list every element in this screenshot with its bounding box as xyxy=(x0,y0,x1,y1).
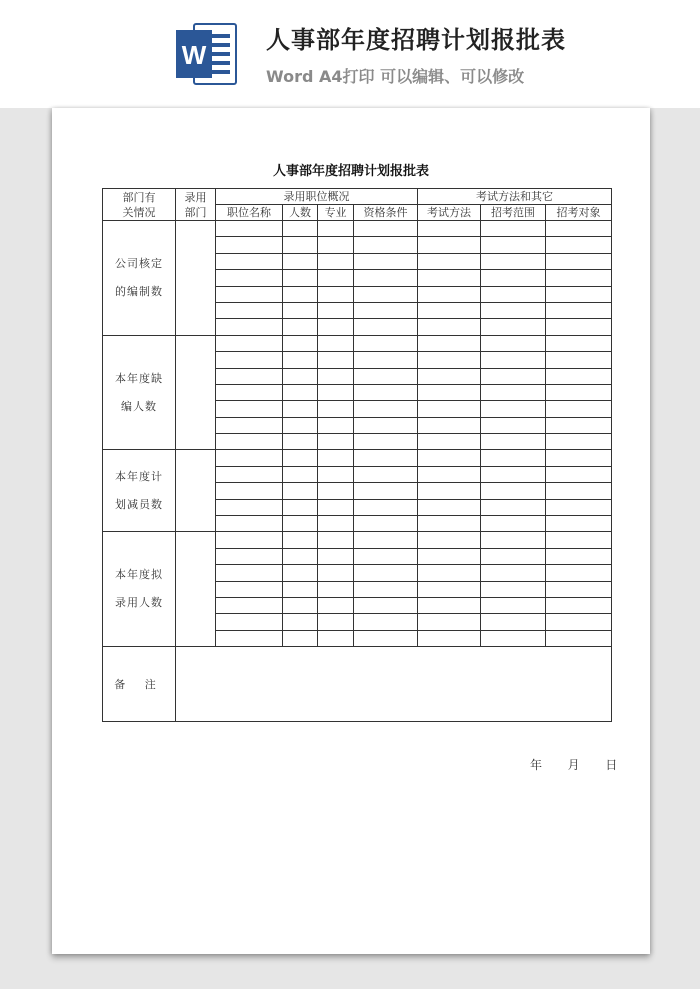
table-cell[interactable] xyxy=(418,630,481,646)
table-cell[interactable] xyxy=(354,384,418,400)
table-cell[interactable] xyxy=(481,417,546,433)
table-cell[interactable] xyxy=(546,221,612,237)
table-cell[interactable] xyxy=(318,581,354,597)
table-cell[interactable] xyxy=(481,614,546,630)
table-cell[interactable] xyxy=(418,483,481,499)
table-cell[interactable] xyxy=(318,597,354,613)
table-cell[interactable] xyxy=(418,417,481,433)
table-row xyxy=(103,221,612,237)
table-cell[interactable] xyxy=(216,466,283,482)
table-cell[interactable] xyxy=(318,253,354,269)
table-cell[interactable] xyxy=(318,368,354,384)
table-cell[interactable] xyxy=(546,548,612,564)
table-cell[interactable] xyxy=(481,368,546,384)
notes-row xyxy=(103,647,612,722)
table-cell[interactable] xyxy=(283,335,318,351)
table-cell[interactable] xyxy=(283,548,318,564)
table-cell[interactable] xyxy=(216,352,283,368)
table-cell[interactable] xyxy=(354,434,418,450)
table-cell[interactable] xyxy=(418,565,481,581)
hiring-dept-cell[interactable] xyxy=(176,335,216,450)
table-cell[interactable] xyxy=(216,368,283,384)
table-cell[interactable] xyxy=(354,302,418,318)
table-cell[interactable] xyxy=(354,221,418,237)
table-cell[interactable] xyxy=(318,434,354,450)
table-cell[interactable] xyxy=(481,450,546,466)
table-cell[interactable] xyxy=(481,352,546,368)
table-cell[interactable] xyxy=(546,565,612,581)
table-cell[interactable] xyxy=(481,532,546,548)
notes-content[interactable] xyxy=(176,647,612,722)
table-cell[interactable] xyxy=(283,450,318,466)
table-cell[interactable] xyxy=(354,597,418,613)
table-cell[interactable] xyxy=(418,532,481,548)
table-cell[interactable] xyxy=(418,319,481,335)
header-position-name: 职位名称 xyxy=(216,205,283,221)
table-cell[interactable] xyxy=(418,335,481,351)
header-exam-scope: 招考范围 xyxy=(481,205,546,221)
table-cell[interactable] xyxy=(418,253,481,269)
table-cell[interactable] xyxy=(481,384,546,400)
table-cell[interactable] xyxy=(283,286,318,302)
table-cell[interactable] xyxy=(216,597,283,613)
table-cell[interactable] xyxy=(418,270,481,286)
header-major: 专业 xyxy=(318,205,354,221)
table-cell[interactable] xyxy=(354,565,418,581)
table-cell[interactable] xyxy=(354,237,418,253)
table-cell[interactable] xyxy=(216,434,283,450)
table-cell[interactable] xyxy=(546,581,612,597)
table-cell[interactable] xyxy=(354,614,418,630)
table-cell[interactable] xyxy=(354,270,418,286)
table-cell[interactable] xyxy=(418,368,481,384)
table-cell[interactable] xyxy=(283,253,318,269)
table-cell[interactable] xyxy=(546,516,612,532)
recruitment-plan-table xyxy=(102,188,612,722)
header-exam-target: 招考对象 xyxy=(546,205,612,221)
table-cell[interactable] xyxy=(418,548,481,564)
table-cell[interactable] xyxy=(354,417,418,433)
table-cell[interactable] xyxy=(283,466,318,482)
table-cell[interactable] xyxy=(216,335,283,351)
table-cell[interactable] xyxy=(481,270,546,286)
notes-label: 备 注 xyxy=(103,647,176,722)
table-cell[interactable] xyxy=(546,335,612,351)
section-label: 本年度计 划减员数 xyxy=(103,450,176,532)
table-cell[interactable] xyxy=(418,237,481,253)
table-cell[interactable] xyxy=(546,237,612,253)
table-cell[interactable] xyxy=(354,401,418,417)
table-cell[interactable] xyxy=(481,401,546,417)
table-cell[interactable] xyxy=(216,483,283,499)
table-cell[interactable] xyxy=(546,532,612,548)
hiring-dept-cell[interactable] xyxy=(176,450,216,532)
table-cell[interactable] xyxy=(481,516,546,532)
word-logo-icon xyxy=(176,22,238,86)
table-cell[interactable] xyxy=(418,302,481,318)
table-cell[interactable] xyxy=(283,384,318,400)
table-cell[interactable] xyxy=(318,384,354,400)
table-cell[interactable] xyxy=(354,253,418,269)
header-position-overview: 录用职位概况 xyxy=(216,189,418,205)
table-cell[interactable] xyxy=(216,581,283,597)
table-cell[interactable] xyxy=(418,384,481,400)
table-cell[interactable] xyxy=(418,450,481,466)
table-cell[interactable] xyxy=(481,286,546,302)
table-cell[interactable] xyxy=(318,450,354,466)
table-cell[interactable] xyxy=(481,565,546,581)
table-cell[interactable] xyxy=(354,319,418,335)
table-cell[interactable] xyxy=(546,614,612,630)
table-cell[interactable] xyxy=(283,302,318,318)
page-header xyxy=(0,0,700,108)
hiring-dept-cell[interactable] xyxy=(176,532,216,647)
table-cell[interactable] xyxy=(481,466,546,482)
section-label: 本年度拟 录用人数 xyxy=(103,532,176,647)
table-cell[interactable] xyxy=(354,466,418,482)
table-cell[interactable] xyxy=(481,221,546,237)
table-cell[interactable] xyxy=(216,450,283,466)
table-cell[interactable] xyxy=(216,384,283,400)
table-cell[interactable] xyxy=(318,401,354,417)
header-hiring-dept: 录用 部门 xyxy=(176,189,216,221)
document-title: 人事部年度招聘计划报批表 xyxy=(272,164,429,179)
table-cell[interactable] xyxy=(418,516,481,532)
table-cell[interactable] xyxy=(318,237,354,253)
table-cell[interactable] xyxy=(418,466,481,482)
table-cell[interactable] xyxy=(546,630,612,646)
table-cell[interactable] xyxy=(546,286,612,302)
table-cell[interactable] xyxy=(481,483,546,499)
table-cell[interactable] xyxy=(216,253,283,269)
table-cell[interactable] xyxy=(546,417,612,433)
table-cell[interactable] xyxy=(418,286,481,302)
table-cell[interactable] xyxy=(318,319,354,335)
table-cell[interactable] xyxy=(318,466,354,482)
table-cell[interactable] xyxy=(546,597,612,613)
table-cell[interactable] xyxy=(283,614,318,630)
table-row xyxy=(103,335,612,351)
table-cell[interactable] xyxy=(546,352,612,368)
table-cell[interactable] xyxy=(546,466,612,482)
table-cell[interactable] xyxy=(354,352,418,368)
table-cell[interactable] xyxy=(481,319,546,335)
table-cell[interactable] xyxy=(546,270,612,286)
table-cell[interactable] xyxy=(318,483,354,499)
header-exam-method: 考试方法 xyxy=(418,205,481,221)
table-cell[interactable] xyxy=(216,630,283,646)
table-cell[interactable] xyxy=(481,302,546,318)
table-cell[interactable] xyxy=(283,516,318,532)
table-cell[interactable] xyxy=(354,286,418,302)
table-cell[interactable] xyxy=(418,597,481,613)
table-cell[interactable] xyxy=(318,614,354,630)
header-title: 人事部年度招聘计划报批表 xyxy=(266,26,566,54)
table-cell[interactable] xyxy=(481,581,546,597)
table-cell[interactable] xyxy=(216,614,283,630)
table-cell[interactable] xyxy=(283,401,318,417)
table-cell[interactable] xyxy=(546,384,612,400)
table-cell[interactable] xyxy=(216,286,283,302)
table-cell[interactable] xyxy=(546,253,612,269)
table-row xyxy=(103,532,612,548)
table-cell[interactable] xyxy=(418,581,481,597)
table-cell[interactable] xyxy=(418,614,481,630)
table-cell[interactable] xyxy=(418,499,481,515)
table-cell[interactable] xyxy=(283,368,318,384)
table-cell[interactable] xyxy=(216,565,283,581)
table-cell[interactable] xyxy=(546,401,612,417)
table-cell[interactable] xyxy=(318,548,354,564)
table-cell[interactable] xyxy=(481,253,546,269)
header-dept-info: 部门有 关情况 xyxy=(103,189,176,221)
table-cell[interactable] xyxy=(318,630,354,646)
table-cell[interactable] xyxy=(354,368,418,384)
table-cell[interactable] xyxy=(318,286,354,302)
table-cell[interactable] xyxy=(318,417,354,433)
table-cell[interactable] xyxy=(216,532,283,548)
table-cell[interactable] xyxy=(216,221,283,237)
table-cell[interactable] xyxy=(318,352,354,368)
header-headcount: 人数 xyxy=(283,205,318,221)
table-cell[interactable] xyxy=(283,319,318,335)
table-cell[interactable] xyxy=(216,270,283,286)
table-cell[interactable] xyxy=(418,221,481,237)
header-subtitle: Word A4打印 可以编辑、可以修改 xyxy=(266,67,525,86)
table-cell[interactable] xyxy=(546,450,612,466)
date-line xyxy=(530,756,617,773)
table-cell[interactable] xyxy=(283,581,318,597)
table-cell[interactable] xyxy=(216,499,283,515)
table-cell[interactable] xyxy=(283,597,318,613)
table-cell[interactable] xyxy=(318,499,354,515)
date-month: 月 xyxy=(567,758,580,772)
table-cell[interactable] xyxy=(216,516,283,532)
table-cell[interactable] xyxy=(546,302,612,318)
table-cell[interactable] xyxy=(546,368,612,384)
table-cell[interactable] xyxy=(481,548,546,564)
table-cell[interactable] xyxy=(481,597,546,613)
date-year: 年 xyxy=(530,758,543,772)
table-cell[interactable] xyxy=(354,483,418,499)
section-label: 公司核定 的编制数 xyxy=(103,221,176,336)
table-cell[interactable] xyxy=(354,581,418,597)
table-cell[interactable] xyxy=(318,335,354,351)
table-cell[interactable] xyxy=(481,630,546,646)
table-cell[interactable] xyxy=(546,319,612,335)
table-cell[interactable] xyxy=(283,565,318,581)
table-cell[interactable] xyxy=(283,270,318,286)
header-exam-methods: 考试方法和其它 xyxy=(418,189,612,205)
table-cell[interactable] xyxy=(283,352,318,368)
table-cell[interactable] xyxy=(418,434,481,450)
table-cell[interactable] xyxy=(216,417,283,433)
table-cell[interactable] xyxy=(481,499,546,515)
table-cell[interactable] xyxy=(318,516,354,532)
header-qualifications: 资格条件 xyxy=(354,205,418,221)
date-day: 日 xyxy=(605,758,618,772)
table-cell[interactable] xyxy=(283,532,318,548)
table-cell[interactable] xyxy=(318,532,354,548)
table-cell[interactable] xyxy=(318,302,354,318)
document-page xyxy=(52,108,650,954)
table-cell[interactable] xyxy=(418,352,481,368)
table-cell[interactable] xyxy=(546,434,612,450)
table-cell[interactable] xyxy=(546,483,612,499)
table-row xyxy=(103,450,612,466)
table-cell[interactable] xyxy=(283,237,318,253)
table-cell[interactable] xyxy=(481,434,546,450)
hiring-dept-cell[interactable] xyxy=(176,221,216,336)
table-cell[interactable] xyxy=(216,237,283,253)
table-cell[interactable] xyxy=(354,335,418,351)
table-cell[interactable] xyxy=(354,548,418,564)
section-label: 本年度缺 编人数 xyxy=(103,335,176,450)
table-cell[interactable] xyxy=(283,483,318,499)
table-cell[interactable] xyxy=(216,401,283,417)
table-cell[interactable] xyxy=(354,532,418,548)
table-cell[interactable] xyxy=(481,237,546,253)
table-cell[interactable] xyxy=(546,499,612,515)
table-cell[interactable] xyxy=(354,450,418,466)
table-cell[interactable] xyxy=(283,417,318,433)
table-cell[interactable] xyxy=(318,270,354,286)
table-cell[interactable] xyxy=(318,221,354,237)
table-cell[interactable] xyxy=(354,516,418,532)
table-cell[interactable] xyxy=(216,319,283,335)
table-cell[interactable] xyxy=(283,434,318,450)
word-logo-letter: W xyxy=(181,40,207,70)
table-cell[interactable] xyxy=(216,302,283,318)
table-cell[interactable] xyxy=(318,565,354,581)
table-cell[interactable] xyxy=(283,221,318,237)
table-cell[interactable] xyxy=(283,499,318,515)
table-cell[interactable] xyxy=(216,548,283,564)
table-cell[interactable] xyxy=(354,499,418,515)
table-cell[interactable] xyxy=(354,630,418,646)
table-cell[interactable] xyxy=(283,630,318,646)
table-cell[interactable] xyxy=(418,401,481,417)
table-cell[interactable] xyxy=(481,335,546,351)
